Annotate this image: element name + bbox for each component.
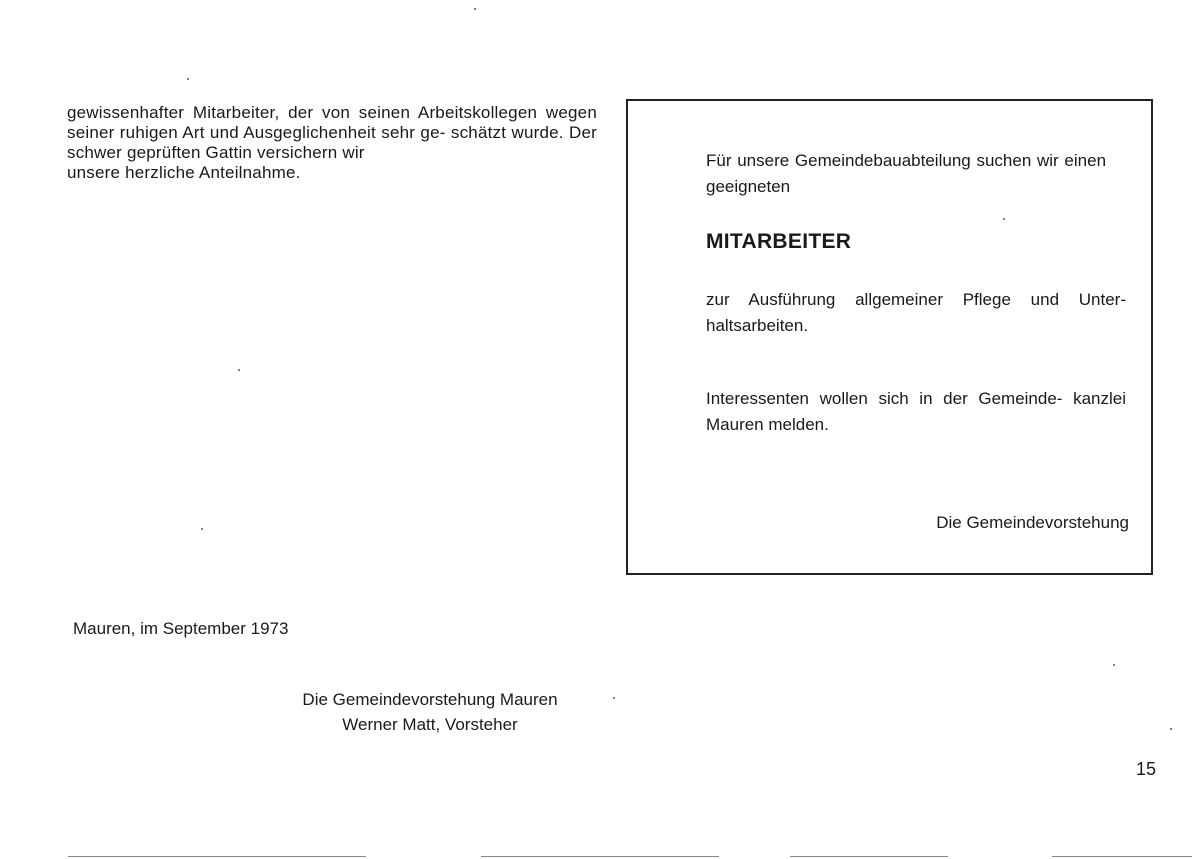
scan-speck	[238, 369, 240, 371]
scan-speck	[1003, 218, 1005, 220]
signature-block	[260, 687, 600, 737]
job-notice-signature: Die Gemeindevorstehung	[936, 513, 1129, 532]
job-notice-box	[626, 99, 1153, 575]
scan-edge-line	[790, 856, 948, 857]
scan-speck	[613, 697, 615, 699]
job-notice-heading: MITARBEITER	[706, 230, 852, 253]
page-number: 15	[1136, 759, 1157, 779]
condolence-paragraph	[67, 103, 597, 183]
job-notice-contact: Interessenten wollen sich in der Gemeinde- kanzlei Mauren melden.	[706, 389, 1126, 434]
scan-speck	[474, 8, 476, 10]
job-notice-intro: Für unsere Gemeindebauabteilung suchen wir einen geeigneten	[706, 151, 1107, 196]
signature-line-authority: Die Gemeindevorstehung Mauren	[302, 690, 558, 709]
job-notice-task: zur Ausführung allgemeiner Pflege und Unter- haltsarbeiten.	[706, 290, 1126, 335]
condolence-paragraph-body: gewissenhafter Mitarbeiter, der von seinen Arbeitskollegen wegen seiner ruhigen Art und Ausgeglichenheit sehr ge- schätzt wurde. Der schwer geprüften Gattin versichern wir	[67, 103, 597, 162]
scan-edge-line	[481, 856, 719, 857]
condolence-paragraph-last-line: unsere herzliche Anteilnahme.	[67, 163, 301, 182]
scan-speck	[1170, 728, 1172, 730]
scan-speck	[201, 528, 203, 530]
signature-line-name: Werner Matt, Vorsteher	[342, 715, 518, 734]
scan-speck	[1113, 664, 1115, 666]
scan-speck	[187, 78, 189, 80]
scan-edge-line	[1052, 856, 1192, 857]
scan-edge-line	[68, 856, 366, 857]
place-date: Mauren, im September 1973	[73, 619, 289, 638]
